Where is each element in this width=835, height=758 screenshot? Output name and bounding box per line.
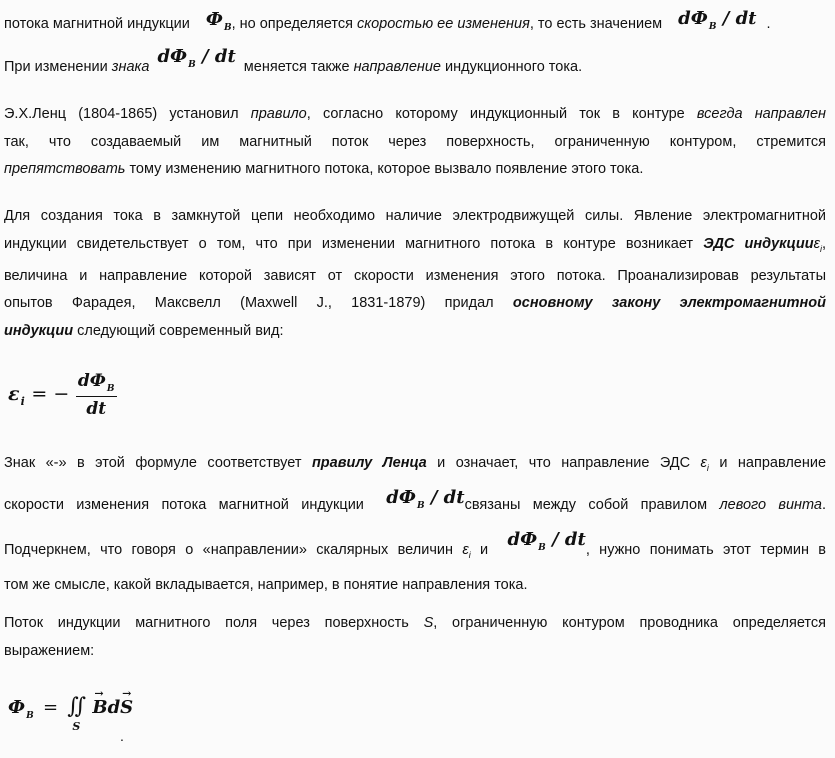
paragraph-3: Э.Х.Ленц (1804-1865) установил правило, согласно которому индукционный ток в контуре всегда направлен так, что создаваемый им магнитный поток через поверхность, ограниченную контуром, стремится препятствовать тому изменению магнитного потока, которое вызвало появление этого тока. xyxy=(4,106,826,177)
flux-formula: $Ф_B$ = ∬ S → Bd → S xyxy=(8,687,134,733)
formula-dphi-dt: $dФ_B$ / dt xyxy=(386,487,465,511)
eps-i: $\varepsilon_i$ xyxy=(462,542,471,560)
eps-i: $\varepsilon_i$ xyxy=(813,235,822,254)
text: потока магнитной индукции xyxy=(4,16,190,32)
paragraph-4: Для создания тока в замкнутой цепи необходимо наличие электродвижущей силы. Явление электромагнитной индукции свидетельствует о том, что при изменении магнитного потока в контуре возникает ЭДС индукцииε$_i$, величина и направление которой зависят от скорости изменения этого потока. Проанализировав результаты опытов Фарадея, Максвелл (Maxwell J., 1831-1879) придал основному закону электромагнитной индукции следующий современный вид: xyxy=(4,208,827,339)
formula-phi-b: $Ф_B$ xyxy=(205,9,232,33)
paragraph-1: потока магнитной индукции $Ф_B$, но определяется скоростью ее изменения, то есть значением $dФ_B$ / dt . xyxy=(4,9,826,46)
formula-dphi-dt: $dФ_B$ / dt xyxy=(678,8,757,32)
eps-i: $\varepsilon_i$ xyxy=(700,455,709,473)
paragraph-7: Поток индукции магнитного поля через поверхность S, ограниченную контуром проводника определяется выражением: xyxy=(4,615,826,659)
formula-dphi-dt: $dФ_B$ / dt xyxy=(157,46,236,70)
faraday-formula: $\varepsilon_i$ = − $\frac{dФ_B}{dt}$ xyxy=(8,371,115,419)
formula-dphi-dt: $dФ_B$ / dt xyxy=(507,529,586,553)
trailing-dot: . xyxy=(120,728,124,744)
paragraph-5-line-2: скорости изменения потока магнитной индукции $dФ_B$ / dtсвязаны между собой правилом левого винта. xyxy=(4,490,826,527)
paragraph-2: При изменении знака $dФ_B$ / dt меняется также направление индукционного тока. xyxy=(4,52,826,89)
paragraph-5: Знак «-» в этой формуле соответствует правилу Ленца и означает, что направление ЭДС $\varepsilon_i$ и направление xyxy=(4,455,827,473)
paragraph-6: Подчеркнем, что говоря о «направлении» скалярных величин $\varepsilon_i$ и $dФ_B$ / dt, нужно понимать этот термин в том же смысле, какой вкладывается, например, в понятие направления тока. xyxy=(4,535,826,599)
